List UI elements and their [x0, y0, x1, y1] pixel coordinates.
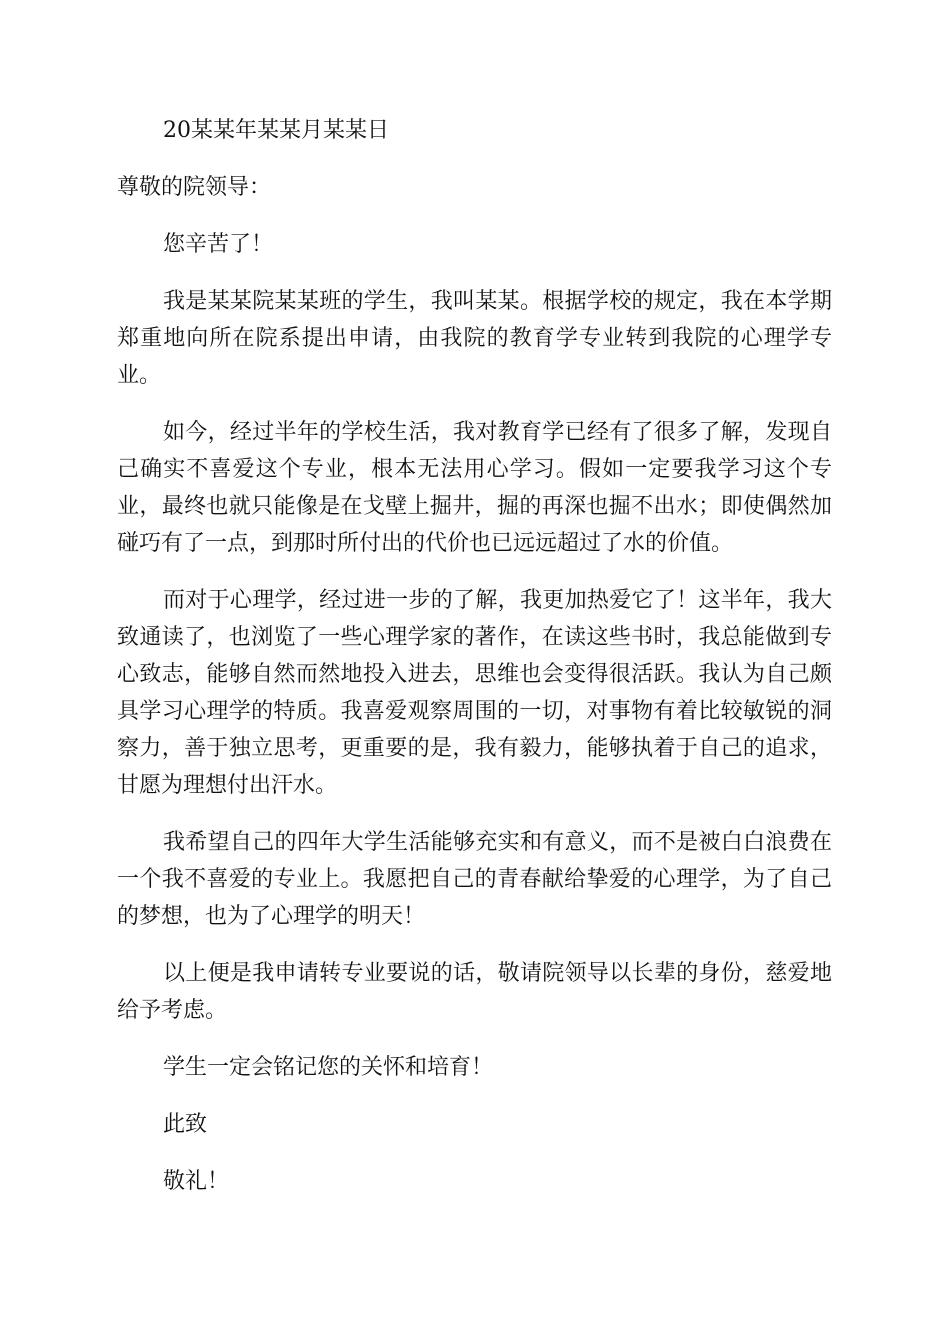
letter-greeting: 您辛苦了！: [163, 232, 274, 257]
closing-regards: 敬礼！: [163, 1169, 230, 1194]
body-paragraph: 如今，经过半年的学校生活，我对教育学已经有了很多了解，发现自己确实不喜爱这个专业，根本无法用心学习。假如一定要我学习这个专业，最终也就只能像是在戈壁上掘井，掘的再深也掘不出水；即使偶然加碰巧有了一点，到那时所付出的代价也已远远超过了水的价值。: [117, 420, 832, 556]
body-paragraph: 我希望自己的四年大学生活能够充实和有意义，而不是被白白浪费在一个我不喜爱的专业上。我愿把自己的青春献给挚爱的心理学，为了自己的梦想，也为了心理学的明天！: [117, 830, 832, 929]
letter-date: 20某某年某某月某某日: [163, 118, 389, 143]
letter-content: [117, 112, 832, 1220]
body-paragraph: 以上便是我申请转专业要说的话，敬请院领导以长辈的身份，慈爱地给予考虑。: [117, 961, 832, 1023]
body-paragraph: 而对于心理学，经过进一步的了解，我更加热爱它了！这半年，我大致通读了，也浏览了一些心理学家的著作，在读这些书时，我总能做到专心致志，能够自然而然地投入进去，思维也会变得很活跃。我认为自己颇具学习心理学的特质。我喜爱观察周围的一切，对事物有着比较敏锐的洞察力，善于独立思考，更重要的是，我有毅力，能够执着于自己的追求，甘愿为理想付出汗水。: [117, 588, 832, 798]
closing-phrase: 此致: [163, 1112, 208, 1137]
body-paragraph: 我是某某院某某班的学生，我叫某某。根据学校的规定，我在本学期郑重地向所在院系提出申请，由我院的教育学专业转到我院的心理学专业。: [117, 289, 832, 388]
letter-salutation: 尊敬的院领导：: [117, 175, 272, 200]
closing-line: 学生一定会铭记您的关怀和培育！: [163, 1055, 494, 1080]
